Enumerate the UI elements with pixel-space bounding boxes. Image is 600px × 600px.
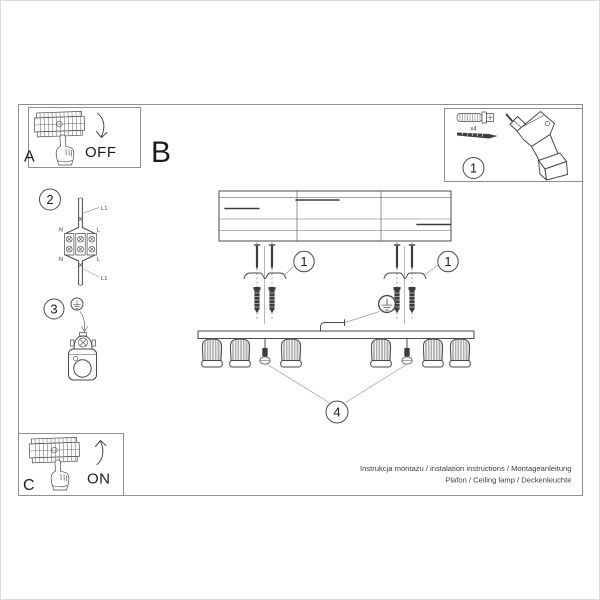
splay-top (66, 228, 95, 234)
cable-top-cap (79, 198, 83, 200)
spotlight-5 (423, 339, 444, 367)
wire-label-l1-bottom: L1 (101, 276, 108, 282)
switch-off-label: OFF (85, 144, 117, 161)
callout-tools (463, 158, 484, 179)
splay-bottom (66, 255, 95, 261)
leader-l1-top (84, 208, 100, 214)
bar-screw-right (402, 339, 412, 365)
spotlight-2 (230, 339, 251, 367)
hand-c (51, 460, 69, 490)
leader-anchor-left (284, 265, 295, 276)
callout-bracket (44, 299, 64, 319)
leader-l1-bottom (84, 269, 100, 277)
callout-anchor-right-number: 1 (444, 254, 452, 269)
cable-bottom (79, 261, 83, 285)
callout-lamp-mount (326, 401, 348, 423)
earth-symbol-large (379, 296, 396, 313)
ceiling-lamp (198, 331, 474, 423)
callout-anchor-left (294, 251, 314, 271)
bar-screw-left (260, 339, 270, 365)
arrow-up-icon (96, 441, 107, 465)
callout-wiring-number: 2 (46, 192, 54, 207)
arrow-curved-icon (80, 312, 88, 332)
callout-lamp-mount-number: 4 (333, 404, 341, 420)
manual-diagram (1, 1, 600, 600)
anchor-quantity-label: x4 (470, 126, 477, 133)
earth-symbol-small (71, 298, 83, 310)
callout-anchor-right (438, 251, 458, 271)
section-c-box (19, 434, 124, 496)
leader-lamp-mount-right (346, 365, 407, 403)
wire-label-n-bottom: N (58, 257, 64, 263)
bracket-profile-right (384, 273, 426, 279)
spotlight-1 (202, 339, 223, 367)
bracket-profile-left (244, 273, 286, 279)
callout-wiring (40, 189, 61, 210)
section-b-label: B (151, 136, 172, 169)
terminal-column-2 (76, 234, 85, 256)
arrow-down-icon (97, 114, 108, 138)
callout-bracket-number: 3 (50, 301, 58, 317)
section-a-label: A (24, 148, 35, 166)
fuse-box-a (34, 111, 85, 137)
anchor-assembly-left (244, 242, 314, 324)
spotlight-3 (281, 339, 302, 367)
wiring-diagram (40, 189, 108, 285)
main-frame (19, 105, 583, 496)
footer-line-2: Plafon / Ceiling lamp / Deckenleuchte (445, 475, 572, 485)
tools-box (445, 109, 583, 182)
cable-clamp-part (71, 333, 96, 350)
section-a-box (24, 108, 141, 168)
wire-label-l-top: L (96, 227, 101, 234)
earth-connection (321, 296, 396, 331)
leader-lamp-mount-left (268, 365, 330, 403)
bracket-diagram (44, 298, 97, 380)
hand-a (56, 135, 74, 165)
callout-tools-number: 1 (469, 160, 478, 176)
ceiling-panel (219, 191, 451, 241)
screw-icon (457, 133, 498, 139)
footer-line-1: Instrukcja montażu / instalation instructions / Montageanleitung (360, 464, 572, 473)
wire-label-n-top: N (58, 227, 64, 234)
terminal-column-3 (87, 234, 96, 256)
lamp-bar (198, 331, 474, 339)
terminal-column-1 (65, 234, 74, 256)
cable-clamp-bottom (79, 264, 82, 267)
cable-top (79, 199, 83, 228)
callout-anchor-left-number: 1 (300, 254, 308, 269)
cable-clamp-top (79, 218, 82, 221)
earth-wire-step (321, 320, 345, 331)
cable-bottom-cap (79, 284, 83, 286)
dowel-icon (457, 112, 494, 123)
drill-icon (507, 112, 568, 181)
spotlight-6 (450, 339, 471, 367)
leader-anchor-right (424, 265, 438, 276)
switch-on-label: ON (87, 470, 111, 488)
mounting-bracket-part (69, 349, 97, 380)
section-c-label: C (23, 477, 35, 494)
fuse-box-c (29, 437, 80, 463)
wire-label-l-bottom: L (96, 257, 101, 263)
spotlight-4 (371, 339, 392, 367)
anchor-assembly-right (384, 242, 458, 324)
wire-label-l1-top: L1 (101, 206, 108, 212)
